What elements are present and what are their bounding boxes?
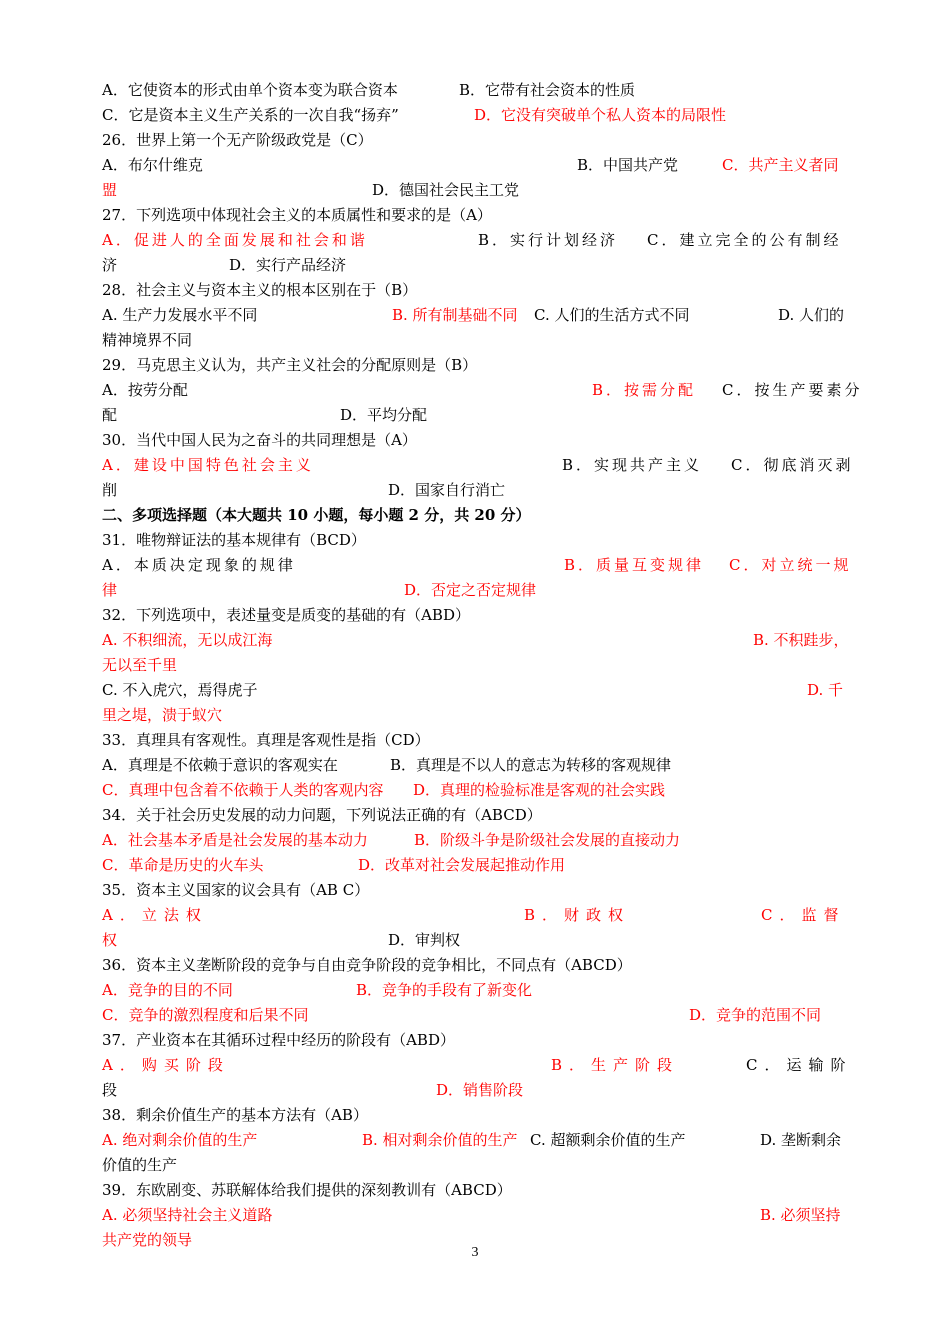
text-line — [102, 453, 854, 478]
answer-option: D．竞争的范围不同 — [689, 1006, 822, 1024]
text-line — [102, 703, 848, 728]
text-line — [102, 578, 848, 603]
text-segment: 34．关于社会历史发展的动力问题，下列说法正确的有（ABCD） — [102, 806, 542, 824]
text-line — [102, 278, 848, 303]
text-line — [102, 303, 848, 328]
text-segment: B．实现共产主义 — [562, 456, 703, 474]
text-line — [102, 628, 848, 653]
text-segment: C. 人们的生活方式不同 — [534, 306, 690, 324]
answer-option: B．竞争的手段有了新变化 — [356, 981, 533, 999]
text-segment: D. 垄断剩余 — [760, 1131, 842, 1149]
text-line — [102, 1203, 848, 1228]
text-line — [102, 1128, 848, 1153]
answer-option: A．建设中国特色社会主义 — [102, 456, 314, 474]
answer-option: 共产党的领导 — [102, 1231, 193, 1249]
answer-option: 律 — [102, 581, 118, 599]
answer-option: B．按需分配 — [592, 381, 697, 399]
answer-option: C．监督 — [761, 906, 846, 924]
text-line — [102, 903, 848, 928]
answer-option: C．共产主义者同 — [722, 156, 839, 174]
text-segment: 32．下列选项中，表述量变是质变的基础的有（ABD） — [102, 606, 470, 624]
text-line — [102, 753, 848, 778]
text-line — [102, 478, 848, 503]
text-segment: 精神境界不同 — [102, 331, 193, 349]
text-line — [102, 528, 848, 553]
text-line — [102, 978, 848, 1003]
text-segment: B．它带有社会资本的性质 — [459, 81, 636, 99]
text-line — [102, 728, 848, 753]
text-segment: 39．东欧剧变、苏联解体给我们提供的深刻教训有（ABCD） — [102, 1181, 512, 1199]
text-segment: C．它是资本主义生产关系的一次自我“扬弃” — [102, 106, 399, 124]
page-number: 3 — [471, 1245, 479, 1260]
text-line — [102, 428, 848, 453]
answer-option: C．革命是历史的火车头 — [102, 856, 264, 874]
answer-option: D．改革对社会发展起推动作用 — [358, 856, 566, 874]
text-line — [102, 853, 848, 878]
answer-option: 无以至千里 — [102, 656, 178, 674]
text-line — [102, 653, 848, 678]
text-line — [102, 353, 848, 378]
text-line — [102, 228, 848, 253]
text-segment: 配 — [102, 406, 118, 424]
text-segment: 33．真理具有客观性。真理是客观性是指（CD） — [102, 731, 430, 749]
answer-option: A. 不积细流，无以成江海 — [102, 631, 273, 649]
text-segment: 26．世界上第一个无产阶级政党是（C） — [102, 131, 373, 149]
text-line — [102, 778, 848, 803]
answer-option: D．否定之否定规律 — [404, 581, 537, 599]
answer-option: B. 所有制基础不同 — [392, 306, 518, 324]
answer-option: A. 绝对剩余价值的生产 — [102, 1131, 258, 1149]
section-heading: 二、多项选择题（本大题共 10 小题，每小题 2 分，共 20 分） — [102, 506, 531, 524]
answer-option: A．促进人的全面发展和社会和谐 — [102, 231, 368, 249]
text-line — [102, 1103, 848, 1128]
answer-option: B. 不积跬步， — [753, 631, 849, 649]
text-segment: D．实行产品经济 — [229, 256, 347, 274]
text-segment: 济 — [102, 256, 118, 274]
answer-option: A. 必须坚持社会主义道路 — [102, 1206, 273, 1224]
text-segment: 削 — [102, 481, 118, 499]
answer-option: 权 — [102, 931, 118, 949]
text-line — [102, 328, 848, 353]
text-segment: 28．社会主义与资本主义的根本区别在于（B） — [102, 281, 418, 299]
answer-option: 里之堤，溃于蚁穴 — [102, 706, 223, 724]
text-line — [102, 503, 848, 528]
text-line — [102, 1178, 848, 1203]
text-segment: A．它使资本的形式由单个资本变为联合资本 — [102, 81, 398, 99]
text-segment: 27．下列选项中体现社会主义的本质属性和要求的是（A） — [102, 206, 492, 224]
text-segment: 段 — [102, 1081, 118, 1099]
text-segment: 价值的生产 — [102, 1156, 178, 1174]
text-line — [102, 553, 852, 578]
answer-option: C．竞争的激烈程度和后果不同 — [102, 1006, 309, 1024]
text-segment: A．本质决定现象的规律 — [102, 556, 296, 574]
text-line — [102, 1153, 848, 1178]
answer-option: A．立法权 — [102, 906, 208, 924]
text-segment: D．平均分配 — [340, 406, 428, 424]
text-line — [102, 878, 848, 903]
text-line — [102, 128, 848, 153]
text-line — [102, 153, 848, 178]
text-segment: 31．唯物辩证法的基本规律有（BCD） — [102, 531, 366, 549]
text-segment: B．实行计划经济 — [478, 231, 619, 249]
text-line — [102, 928, 848, 953]
text-segment: D．国家自行消亡 — [388, 481, 506, 499]
text-segment: 38．剩余价值生产的基本方法有（AB） — [102, 1106, 368, 1124]
text-segment: C．彻底消灭剥 — [731, 456, 854, 474]
text-segment: C．建立完全的公有制经 — [647, 231, 842, 249]
text-segment: 29．马克思主义认为，共产主义社会的分配原则是（B） — [102, 356, 478, 374]
text-line — [102, 78, 848, 103]
text-line — [102, 1028, 848, 1053]
text-segment: C．按生产要素分 — [722, 381, 863, 399]
text-segment: A．真理是不依赖于意识的客观实在 — [102, 756, 338, 774]
text-line — [102, 403, 848, 428]
text-line — [102, 953, 848, 978]
text-segment: D．德国社会民主工党 — [372, 181, 520, 199]
text-line — [102, 178, 848, 203]
answer-option: B. 必须坚持 — [760, 1206, 841, 1224]
answer-option: A．竞争的目的不同 — [102, 981, 233, 999]
text-line — [102, 378, 863, 403]
text-segment: B．中国共产党 — [577, 156, 679, 174]
text-line — [102, 828, 848, 853]
answer-option: C．真理中包含着不依赖于人类的客观内容 — [102, 781, 384, 799]
text-segment: A. 生产力发展水平不同 — [102, 306, 258, 324]
text-segment: D．审判权 — [388, 931, 461, 949]
text-segment: C. 不入虎穴，焉得虎子 — [102, 681, 258, 699]
text-line — [102, 678, 848, 703]
text-segment: 37．产业资本在其循环过程中经历的阶段有（ABD） — [102, 1031, 455, 1049]
answer-option: 盟 — [102, 181, 118, 199]
text-segment: C. 超额剩余价值的生产 — [530, 1131, 686, 1149]
answer-option: D. 千 — [807, 681, 844, 699]
text-line — [102, 253, 848, 278]
text-line — [102, 1003, 848, 1028]
text-segment: 35．资本主义国家的议会具有（AB C） — [102, 881, 370, 899]
answer-option: B．阶级斗争是阶级社会发展的直接动力 — [414, 831, 681, 849]
answer-option: D．真理的检验标准是客观的社会实践 — [413, 781, 666, 799]
text-segment: B．真理是不以人的意志为转移的客观规律 — [390, 756, 672, 774]
text-line — [102, 1228, 848, 1253]
answer-option: B. 相对剩余价值的生产 — [362, 1131, 518, 1149]
text-segment: A．布尔什维克 — [102, 156, 203, 174]
answer-option: D．它没有突破单个私人资本的局限性 — [474, 106, 727, 124]
answer-option: A．购买阶段 — [102, 1056, 230, 1074]
text-segment: A．按劳分配 — [102, 381, 188, 399]
text-line — [102, 603, 848, 628]
text-segment: 36．资本主义垄断阶段的竞争与自由竞争阶段的竞争相比，不同点有（ABCD） — [102, 956, 632, 974]
answer-option: B．质量互变规律 — [564, 556, 705, 574]
text-segment: C．运输阶 — [746, 1056, 853, 1074]
text-line — [102, 1053, 853, 1078]
text-segment: 30．当代中国人民为之奋斗的共同理想是（A） — [102, 431, 417, 449]
answer-option: A．社会基本矛盾是社会发展的基本动力 — [102, 831, 368, 849]
text-line — [102, 1078, 848, 1103]
answer-option: B．财政权 — [524, 906, 631, 924]
answer-option: C．对立统一规 — [729, 556, 852, 574]
text-segment: D. 人们的 — [778, 306, 845, 324]
text-line — [102, 803, 848, 828]
text-line — [102, 103, 848, 128]
answer-option: D．销售阶段 — [436, 1081, 524, 1099]
text-line — [102, 203, 848, 228]
answer-option: B．生产阶段 — [551, 1056, 680, 1074]
